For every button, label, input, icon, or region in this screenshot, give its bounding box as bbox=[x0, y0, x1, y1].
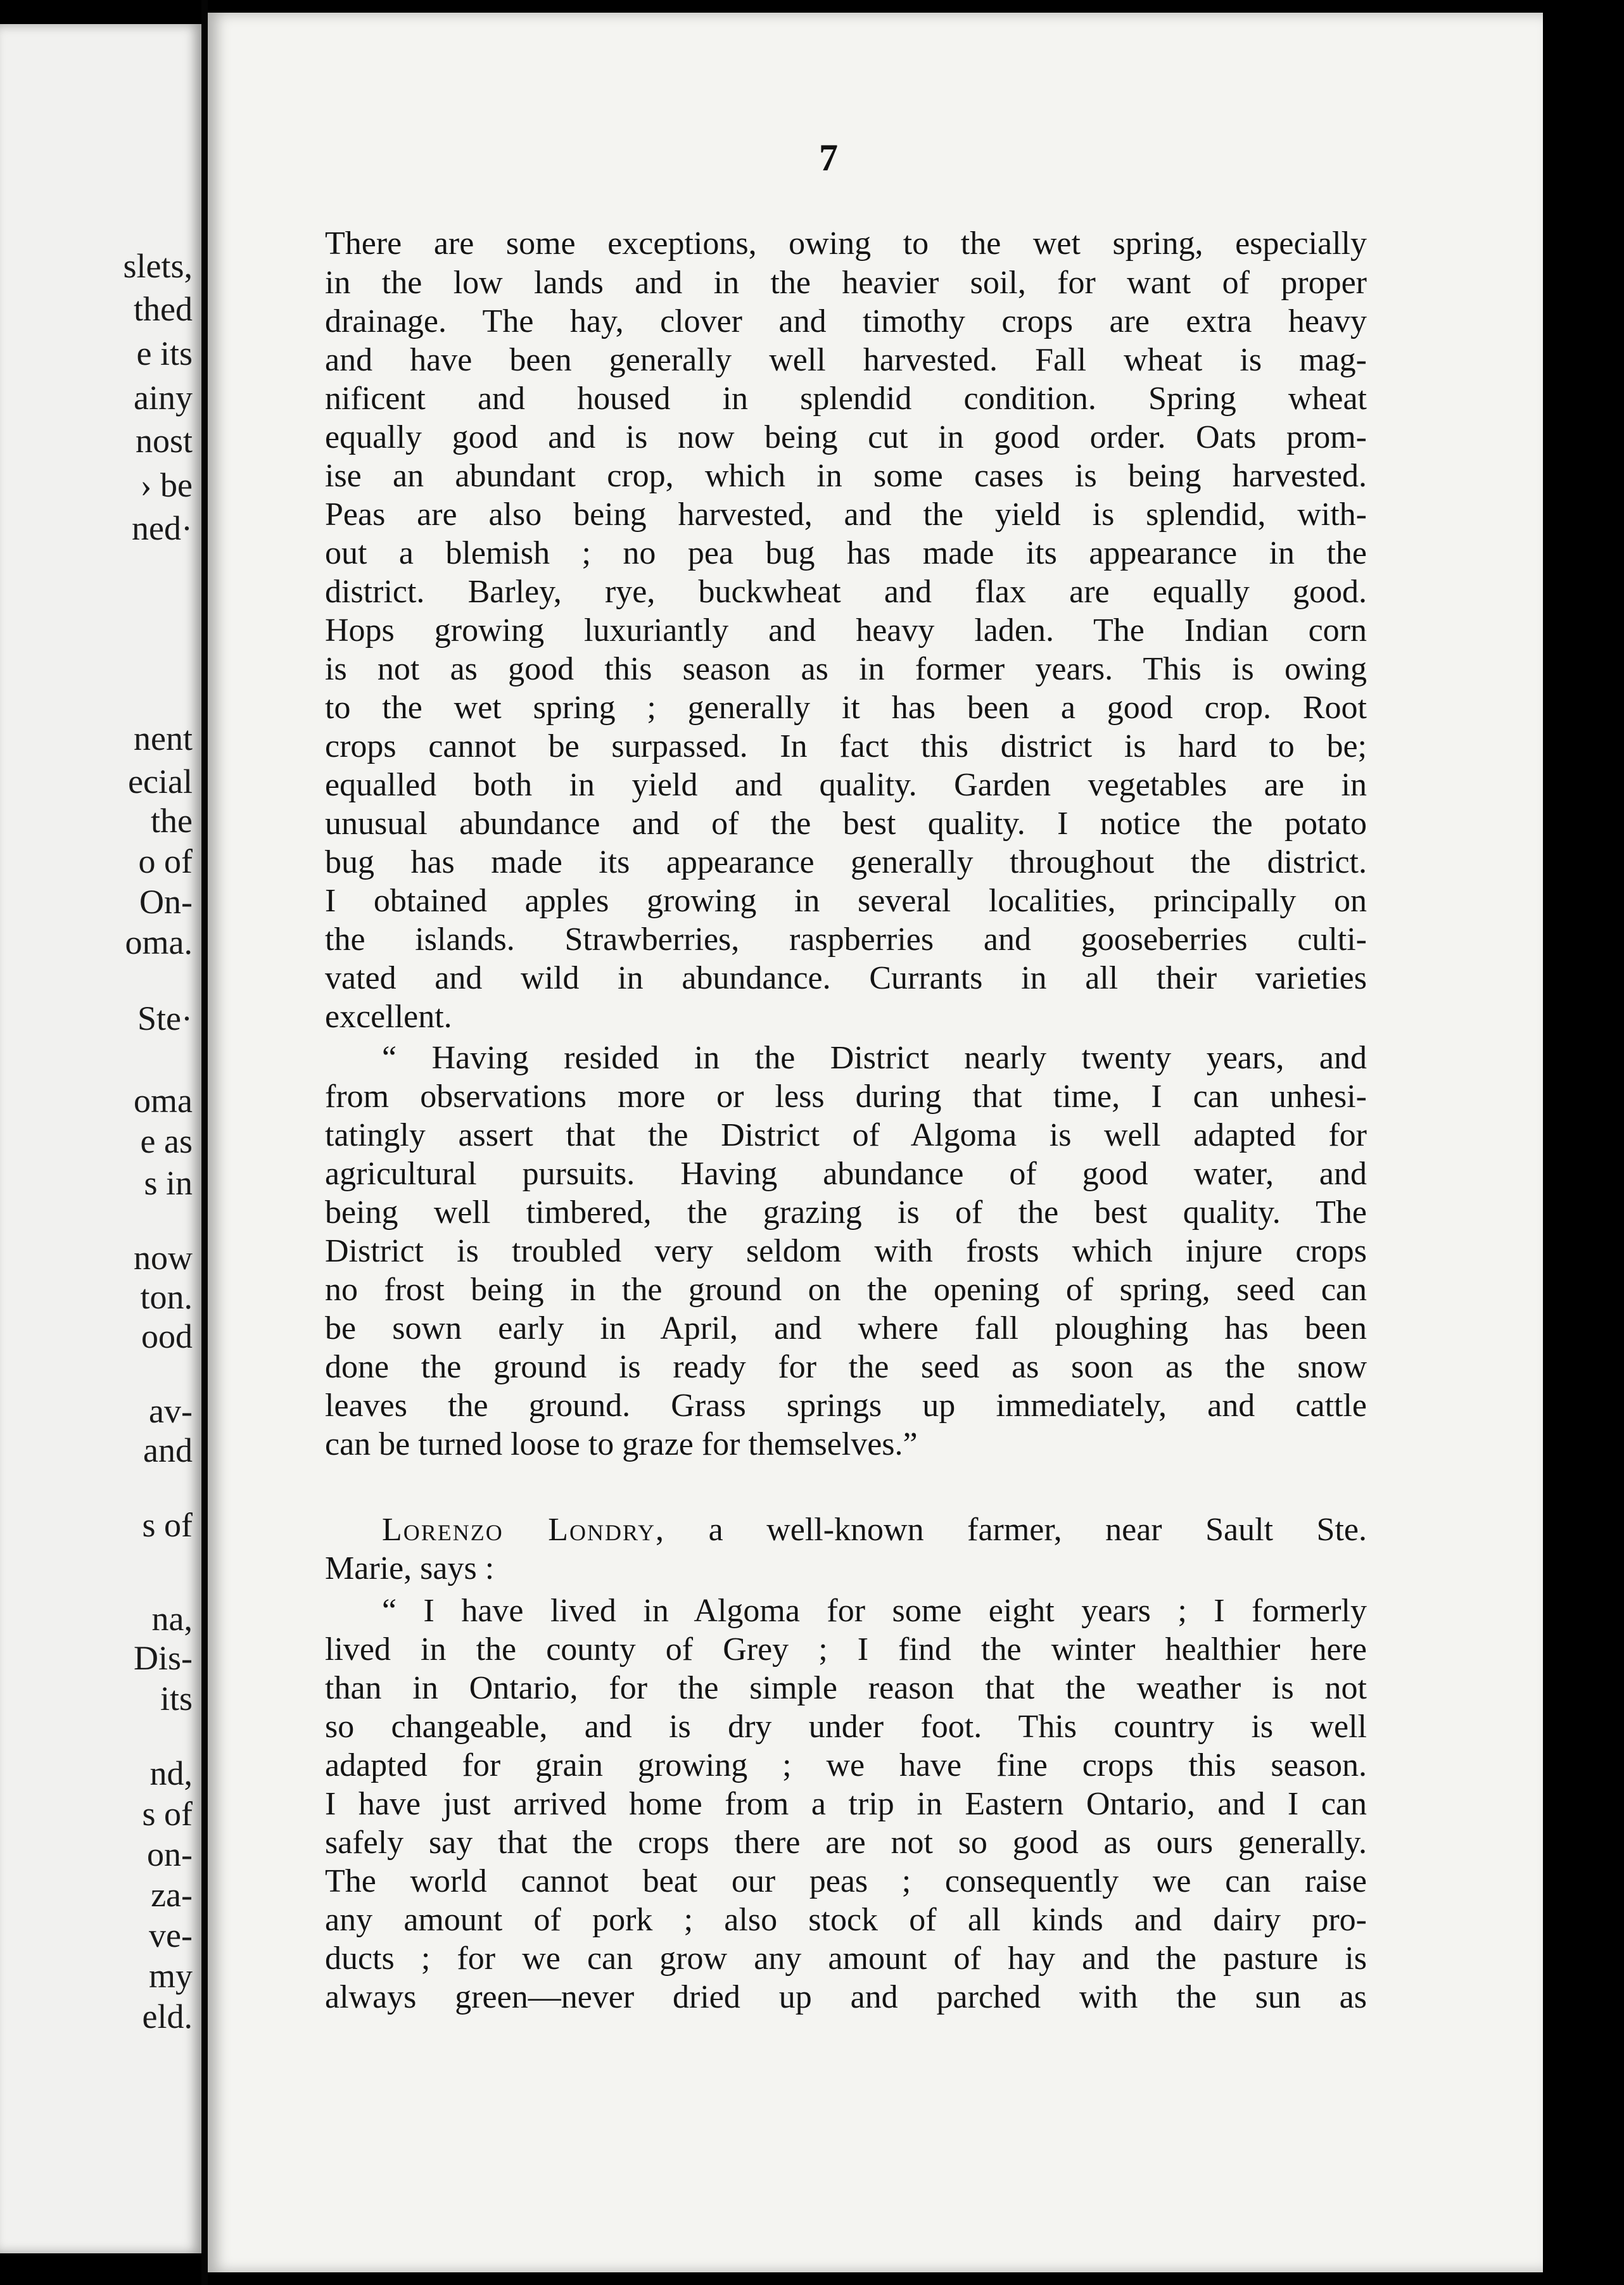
left-page-text-fragment: e its bbox=[136, 334, 193, 372]
left-page-text-fragment: and bbox=[143, 1431, 193, 1469]
book-gutter bbox=[201, 0, 208, 2285]
body-text-line: district. Barley, rye, buckwheat and flax are equally good. bbox=[325, 574, 1367, 610]
body-text-line: crops cannot be surpassed. In fact this district is hard to be; bbox=[325, 728, 1367, 764]
left-page-text-fragment: nd, bbox=[149, 1754, 193, 1792]
left-page-text-fragment: ood bbox=[141, 1317, 193, 1355]
left-page-text-fragment: ned· bbox=[132, 509, 193, 547]
body-text-line: I have just arrived home from a trip in Eastern Ontario, and I can bbox=[325, 1786, 1367, 1822]
body-text-line: “ I have lived in Algoma for some eight years ; I formerly bbox=[382, 1593, 1367, 1629]
body-text-line: in the low lands and in the heavier soil, for want of proper bbox=[325, 265, 1367, 301]
body-text-line: excellent. bbox=[325, 999, 452, 1035]
body-text-line: so changeable, and is dry under foot. This country is well bbox=[325, 1709, 1367, 1745]
body-text-line: can be turned loose to graze for themselves.” bbox=[325, 1426, 918, 1462]
body-text-line: from observations more or less during that time, I can unhesi- bbox=[325, 1079, 1367, 1115]
left-page-text-fragment: av- bbox=[149, 1392, 193, 1430]
left-page-text-fragment: ecial bbox=[128, 763, 193, 801]
body-text-line: equally good and is now being cut in good order. Oats prom- bbox=[325, 419, 1367, 455]
body-text-line: is not as good this season as in former years. This is owing bbox=[325, 651, 1367, 687]
body-text-line: unusual abundance and of the best quality. I notice the potato bbox=[325, 806, 1367, 842]
left-page-text-fragment: its bbox=[160, 1680, 193, 1718]
left-page-text-fragment: oma. bbox=[125, 923, 193, 961]
speaker-intro-line bbox=[325, 1511, 1367, 1549]
left-page-text-fragment: ton. bbox=[140, 1278, 193, 1316]
left-page-text-fragment: ainy bbox=[134, 379, 193, 417]
left-page-text-fragment: Dis- bbox=[134, 1639, 193, 1677]
left-page-text-fragment: the bbox=[151, 802, 193, 840]
body-text-line: leaves the ground. Grass springs up immediately, and cattle bbox=[325, 1388, 1367, 1424]
left-page-text-fragment: s of bbox=[142, 1795, 193, 1833]
body-text-line: The world cannot beat our peas ; consequently we can raise bbox=[325, 1863, 1367, 1899]
body-text-line: be sown early in April, and where fall ploughing has been bbox=[325, 1310, 1367, 1346]
left-page-text-fragment: › be bbox=[140, 466, 193, 504]
left-page-text-fragment: Ste· bbox=[137, 999, 193, 1037]
body-text-line: adapted for grain growing ; we have fine crops this season. bbox=[325, 1747, 1367, 1783]
body-text-line: equalled both in yield and quality. Garden vegetables are in bbox=[325, 767, 1367, 803]
body-text-line: vated and wild in abundance. Currants in all their varieties bbox=[325, 960, 1367, 996]
body-text-line: any amount of pork ; also stock of all kinds and dairy pro- bbox=[325, 1902, 1367, 1938]
left-page-text-fragment: za- bbox=[151, 1876, 193, 1914]
body-text-line: Marie, says : bbox=[325, 1550, 495, 1586]
body-text-line: being well timbered, the grazing is of the best quality. The bbox=[325, 1194, 1367, 1231]
left-page-text-fragment: nent bbox=[134, 719, 193, 757]
left-page-text-fragment: on- bbox=[147, 1835, 193, 1873]
body-text-line: tatingly assert that the District of Algoma is well adapted for bbox=[325, 1117, 1367, 1153]
body-text-line: “ Having resided in the District nearly twenty years, and bbox=[382, 1040, 1367, 1076]
body-text-line: bug has made its appearance generally throughout the district. bbox=[325, 844, 1367, 880]
left-page-text-fragment: s in bbox=[144, 1164, 193, 1202]
left-page-text-fragment: my bbox=[148, 1957, 193, 1995]
body-text-line: safely say that the crops there are not so good as ours generally. bbox=[325, 1825, 1367, 1861]
body-text-line: Peas are also being harvested, and the yield is splendid, with- bbox=[325, 497, 1367, 533]
body-text-line: no frost being in the ground on the opening of spring, seed can bbox=[325, 1272, 1367, 1308]
left-page-text-fragment: na, bbox=[151, 1600, 193, 1638]
body-text-line: done the ground is ready for the seed as soon as the snow bbox=[325, 1349, 1367, 1385]
page-number: 7 bbox=[819, 137, 838, 179]
body-text-line: and have been generally well harvested. Fall wheat is mag- bbox=[325, 342, 1367, 378]
body-text-line: than in Ontario, for the simple reason that the weather is not bbox=[325, 1670, 1367, 1706]
body-text-line: I obtained apples growing in several localities, principally on bbox=[325, 883, 1367, 919]
body-text-line: out a blemish ; no pea bug has made its appearance in the bbox=[325, 535, 1367, 571]
left-page-text-fragment: thed bbox=[134, 290, 193, 328]
left-page-text-fragment: slets, bbox=[123, 247, 193, 285]
body-text-line: the islands. Strawberries, raspberries and gooseberries culti- bbox=[325, 921, 1367, 958]
speaker-name: Lorenzo Londry, bbox=[382, 1512, 666, 1548]
body-text-line: Hops growing luxuriantly and heavy laden. The Indian corn bbox=[325, 612, 1367, 649]
body-text-line: always green—never dried up and parched with the sun as bbox=[325, 1979, 1367, 2015]
current-page bbox=[208, 13, 1543, 2272]
body-text-line: ise an abundant crop, which in some cases is being harvested. bbox=[325, 458, 1367, 494]
body-text-line: lived in the county of Grey ; I find the winter healthier here bbox=[325, 1631, 1367, 1668]
body-text-line: drainage. The hay, clover and timothy crops are extra heavy bbox=[325, 303, 1367, 339]
body-text-line: nificent and housed in splendid condition. Spring wheat bbox=[325, 381, 1367, 417]
body-text-line: agricultural pursuits. Having abundance of good water, and bbox=[325, 1156, 1367, 1192]
left-page-text-fragment: s of bbox=[142, 1506, 193, 1544]
left-page-text-fragment: On- bbox=[139, 883, 193, 921]
left-page-text-fragment: o of bbox=[138, 842, 193, 880]
body-text-line: to the wet spring ; generally it has been a good crop. Root bbox=[325, 690, 1367, 726]
speaker-description: a well-known farmer, near Sault Ste. bbox=[708, 1512, 1367, 1548]
left-page-text-fragment: now bbox=[134, 1239, 193, 1277]
left-page-text-fragment: eld. bbox=[142, 1997, 193, 2035]
body-text-line: There are some exceptions, owing to the wet spring, especially bbox=[325, 225, 1367, 262]
left-page-text-fragment: ve- bbox=[149, 1916, 193, 1954]
left-page-text-fragment: nost bbox=[135, 422, 193, 460]
body-text-line: ducts ; for we can grow any amount of hay and the pasture is bbox=[325, 1940, 1367, 1977]
left-page-text-fragment: e as bbox=[140, 1122, 193, 1160]
left-page-text-fragment: oma bbox=[134, 1082, 193, 1120]
body-text-line: District is troubled very seldom with frosts which injure crops bbox=[325, 1233, 1367, 1269]
previous-page-fragment bbox=[0, 24, 201, 2253]
